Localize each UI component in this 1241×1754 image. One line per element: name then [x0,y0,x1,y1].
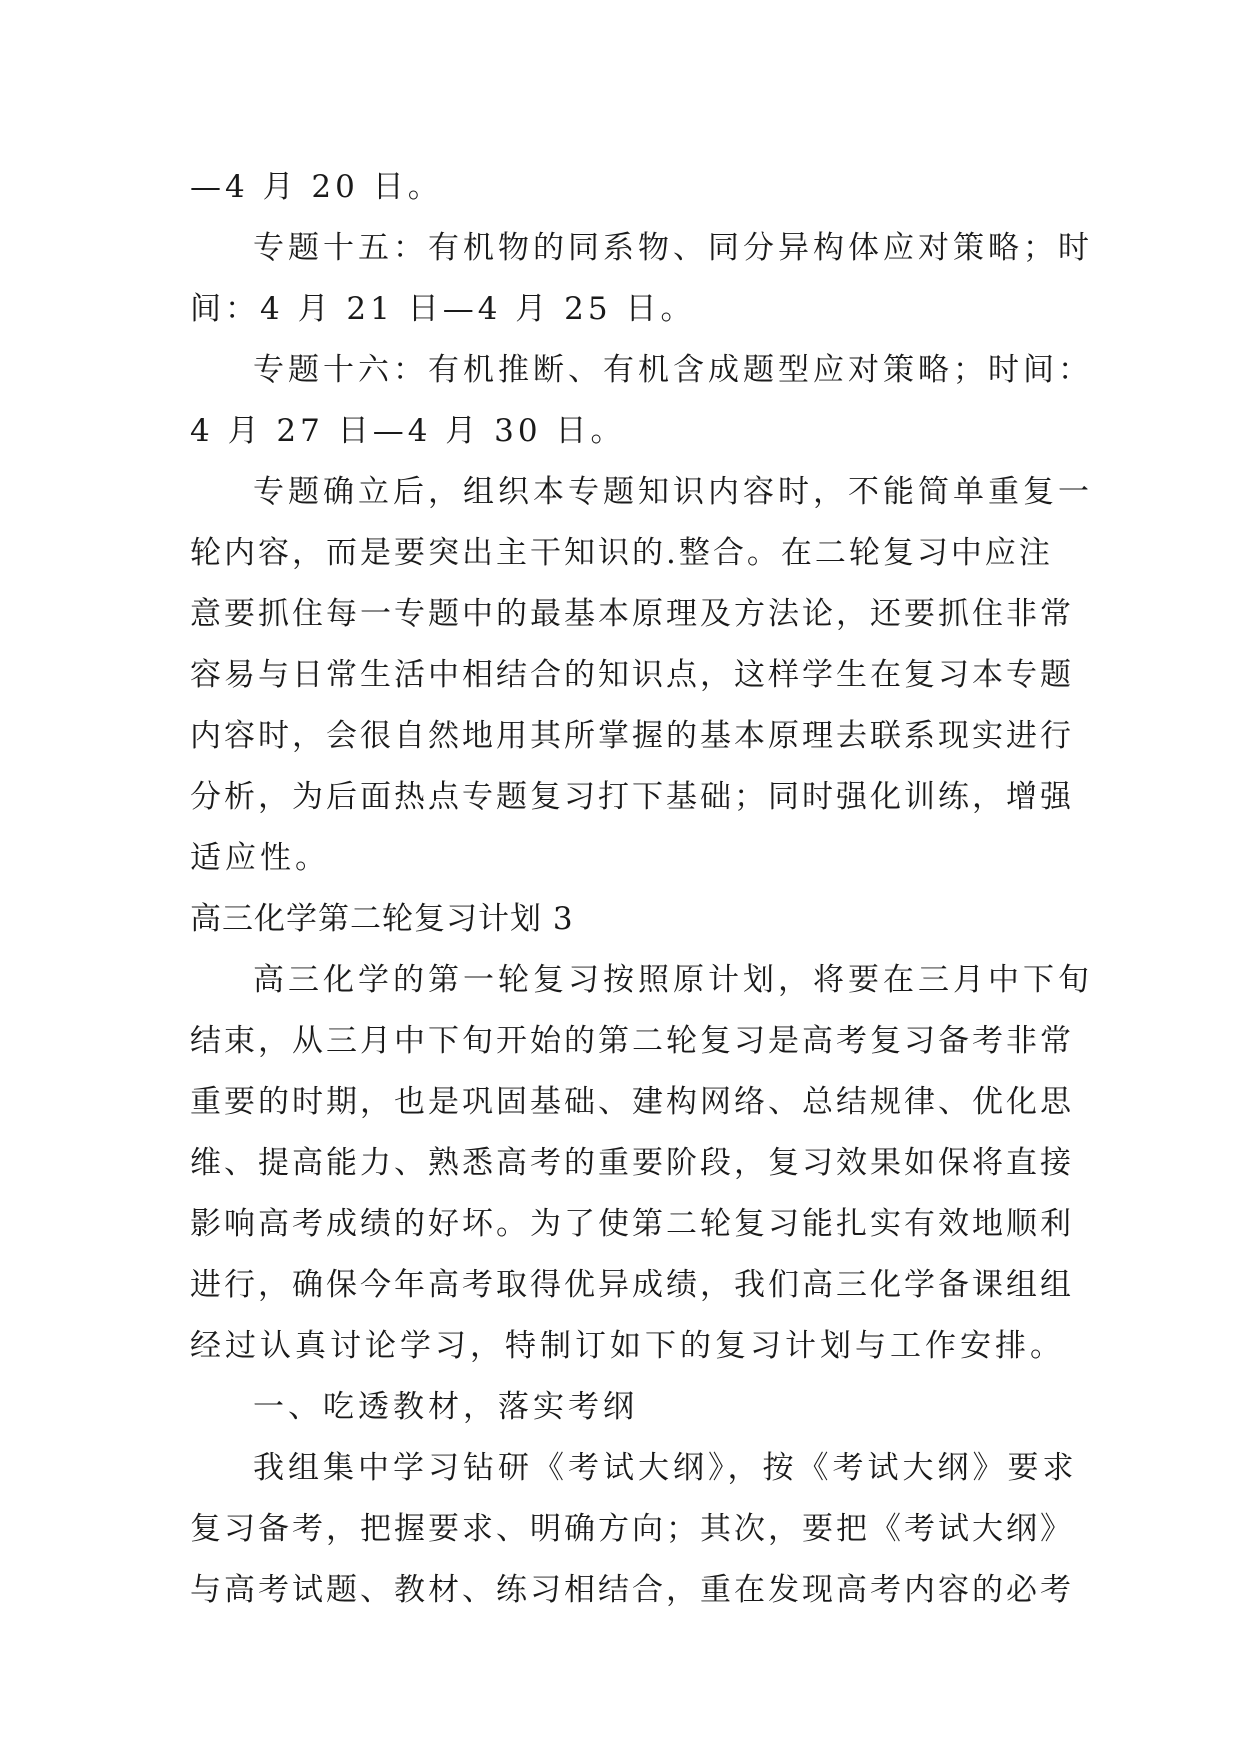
text-line: 复习备考，把握要求、明确方向；其次，要把《考试大纲》 [190,1511,1074,1547]
paragraph-topic-16: 专题十六：有机推断、有机含成题型应对策略；时间： [253,352,1093,388]
text-line: 适应性。 [190,840,330,876]
text-line: 与高考试题、教材、练习相结合，重在发现高考内容的必考 [190,1572,1074,1608]
document-body [190,157,1093,1621]
paragraph-intro: 高三化学的第一轮复习按照原计划，将要在三月中下旬 [253,962,1093,998]
text-line: 经过认真讨论学习，特制订如下的复习计划与工作安排。 [190,1328,1065,1364]
text-line: —4 月 20 日。 [190,169,443,205]
text-line: 意要抓住每一专题中的最基本原理及方法论，还要抓住非常 [190,596,1074,632]
text-line: 间：4 月 21 日—4 月 25 日。 [190,291,696,327]
paragraph-topic-15: 专题十五：有机物的同系物、同分异构体应对策略；时 [253,230,1093,266]
subsection-heading: 一、吃透教材，落实考纲 [253,1389,638,1425]
text-line: 结束，从三月中下旬开始的第二轮复习是高考复习备考非常 [190,1023,1074,1059]
text-line: 影响高考成绩的好坏。为了使第二轮复习能扎实有效地顺利 [190,1206,1074,1242]
paragraph-topic-summary: 专题确立后，组织本专题知识内容时，不能简单重复一 [253,474,1093,510]
text-line: 内容时，会很自然地用其所掌握的基本原理去联系现实进行 [190,718,1074,754]
text-line: 容易与日常生活中相结合的知识点，这样学生在复习本专题 [190,657,1074,693]
text-line: 进行，确保今年高考取得优异成绩，我们高三化学备课组组 [190,1267,1074,1303]
text-line: 重要的时期，也是巩固基础、建构网络、总结规律、优化思 [190,1084,1074,1120]
section-heading: 高三化学第二轮复习计划 3 [190,901,574,937]
text-line: 轮内容，而是要突出主干知识的.整合。在二轮复习中应注 [190,535,1053,571]
text-line: 4 月 27 日—4 月 30 日。 [190,413,626,449]
paragraph-syllabus: 我组集中学习钻研《考试大纲》，按《考试大纲》要求 [253,1450,1078,1486]
text-line: 维、提高能力、熟悉高考的重要阶段，复习效果如保将直接 [190,1145,1074,1181]
text-line: 分析，为后面热点专题复习打下基础；同时强化训练，增强 [190,779,1074,815]
